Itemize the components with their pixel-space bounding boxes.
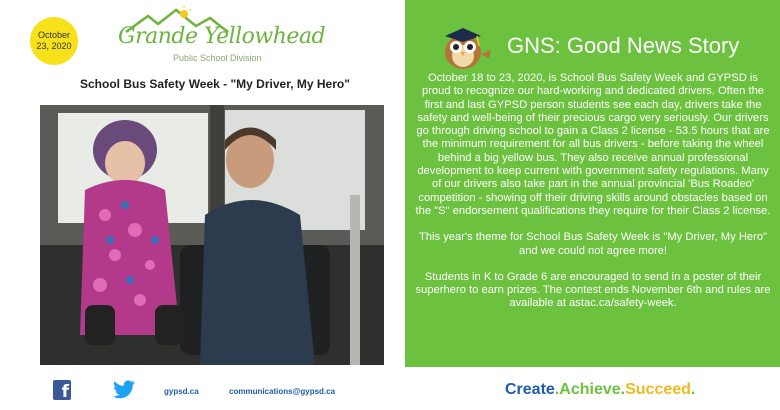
facebook-icon[interactable]: f bbox=[53, 380, 71, 400]
tagline-dot: . bbox=[620, 381, 626, 398]
logo-subtitle: Public School Division bbox=[173, 53, 262, 63]
story-title: School Bus Safety Week - "My Driver, My Hero" bbox=[80, 77, 350, 91]
date-badge-line1: October bbox=[37, 30, 70, 40]
date-badge bbox=[30, 17, 78, 65]
email-link[interactable]: communications@gypsd.ca bbox=[229, 387, 336, 396]
owl-graduate-icon bbox=[437, 22, 493, 72]
tagline-create: Create bbox=[505, 381, 555, 398]
tagline-achieve: Achieve bbox=[559, 381, 621, 398]
tagline-dot: . bbox=[690, 381, 696, 398]
website-link[interactable]: gypsd.ca bbox=[164, 387, 199, 396]
tagline-dot: . bbox=[554, 381, 560, 398]
panel-title: GNS: Good News Story bbox=[507, 33, 740, 58]
bus-photo bbox=[40, 105, 384, 365]
panel-paragraph: Students in K to Grade 6 are encouraged to send in a poster of their superhero to earn prizes. The contest ends November 6th and rules are available at astac.ca/safety-week. bbox=[415, 270, 771, 310]
tagline-succeed: Succeed bbox=[625, 381, 691, 398]
school-division-logo bbox=[118, 6, 326, 68]
date-badge-line2: 23, 2020 bbox=[36, 41, 72, 51]
panel-paragraph: October 18 to 23, 2020, is School Bus Safety Week and GYPSD is proud to recognize our hard-working and dedicated drivers. Often the first and last GYPSD person students see each day, drivers take the safety and well-being of their precious cargo very seriously. Our drivers go through driving school to gain a Class 2 license - 53.5 hours that are the minimum requirement for all bus drivers - before taking the wheel behind a big yellow bus. They also receive annual professional development to keep current with government safety regulations. Many of our drivers also take part in the annual provincial 'Bus Roadeo' competition - showing off their driving skills around obstacles based on the "S" endorsement qualifications they require for their Class 2 license. bbox=[415, 72, 771, 217]
panel-paragraph: This year's theme for School Bus Safety Week is "My Driver, My Hero" and we could not agree more! bbox=[418, 231, 768, 257]
logo-name: Grande Yellowhead bbox=[118, 24, 326, 49]
twitter-icon[interactable] bbox=[112, 380, 136, 400]
tagline bbox=[505, 381, 695, 399]
good-news-panel bbox=[405, 0, 780, 367]
panel-body bbox=[413, 72, 773, 324]
